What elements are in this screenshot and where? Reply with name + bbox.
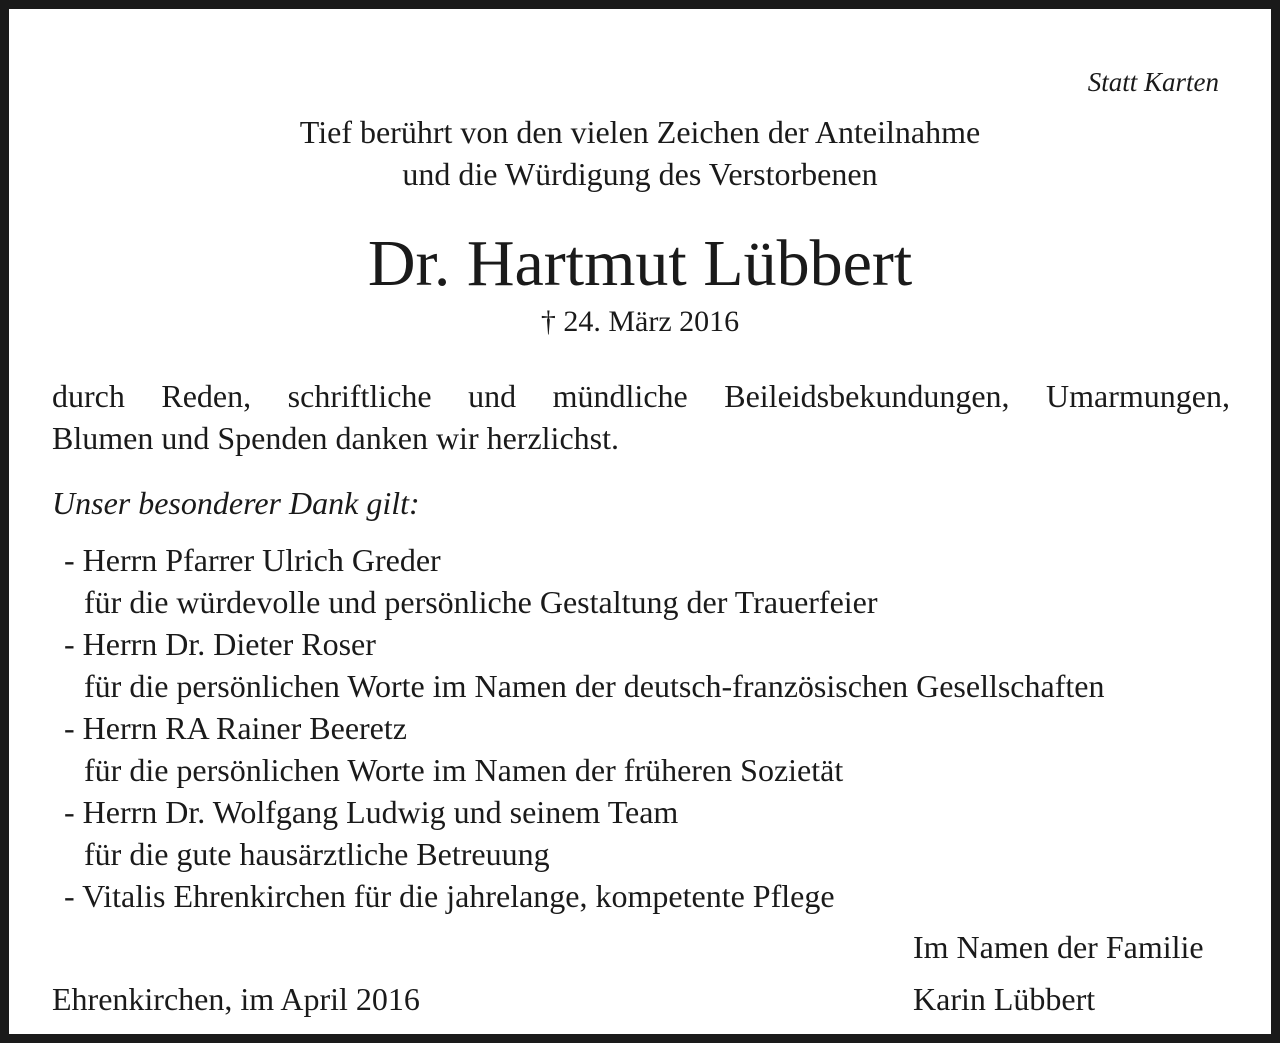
paragraph-line-2: Blumen und Spenden danken wir herzlichst. (52, 420, 619, 456)
special-thanks-heading: Unser besonderer Dank gilt: (52, 485, 420, 521)
list-item-recipient: - Herrn Dr. Wolfgang Ludwig und seinem Team (64, 794, 679, 830)
family-label: Im Namen der Familie (913, 929, 1204, 965)
list-item-reason: für die würdevolle und persönliche Gestaltung der Trauerfeier (84, 584, 878, 620)
thanks-list (64, 539, 1104, 917)
list-item-recipient: - Herrn Dr. Dieter Roser (64, 626, 376, 662)
list-item (64, 707, 1104, 791)
intro-line-2: und die Würdigung des Verstorbenen (402, 156, 878, 192)
list-item (64, 791, 1104, 875)
list-item-recipient: - Herrn Pfarrer Ulrich Greder (64, 542, 441, 578)
list-item (64, 623, 1104, 707)
list-item (64, 539, 1104, 623)
statt-karten-label: Statt Karten (1087, 67, 1219, 97)
signature-name: Karin Lübbert (913, 981, 1096, 1017)
deceased-name: Dr. Hartmut Lübbert (367, 227, 913, 300)
list-item-reason: für die gute hausärztliche Betreuung (84, 836, 550, 872)
list-item (64, 875, 1104, 917)
list-item-recipient: - Herrn RA Rainer Beeretz (64, 710, 407, 746)
death-date: † 24. März 2016 (540, 305, 740, 338)
thanks-paragraph (52, 375, 1230, 459)
list-item-reason: für die persönlichen Worte im Namen der früheren Sozietät (84, 752, 844, 788)
list-item-reason: für die persönlichen Worte im Namen der deutsch-französischen Gesellschaften (84, 668, 1105, 704)
list-item-recipient: - Vitalis Ehrenkirchen für die jahrelange, kompetente Pflege (64, 878, 835, 914)
place-date: Ehrenkirchen, im April 2016 (52, 981, 420, 1017)
paragraph-line-1: durch Reden, schriftliche und mündliche Beileidsbekundungen, Umarmungen, (52, 378, 1230, 414)
intro-line-1: Tief berührt von den vielen Zeichen der Anteilnahme (299, 114, 981, 150)
